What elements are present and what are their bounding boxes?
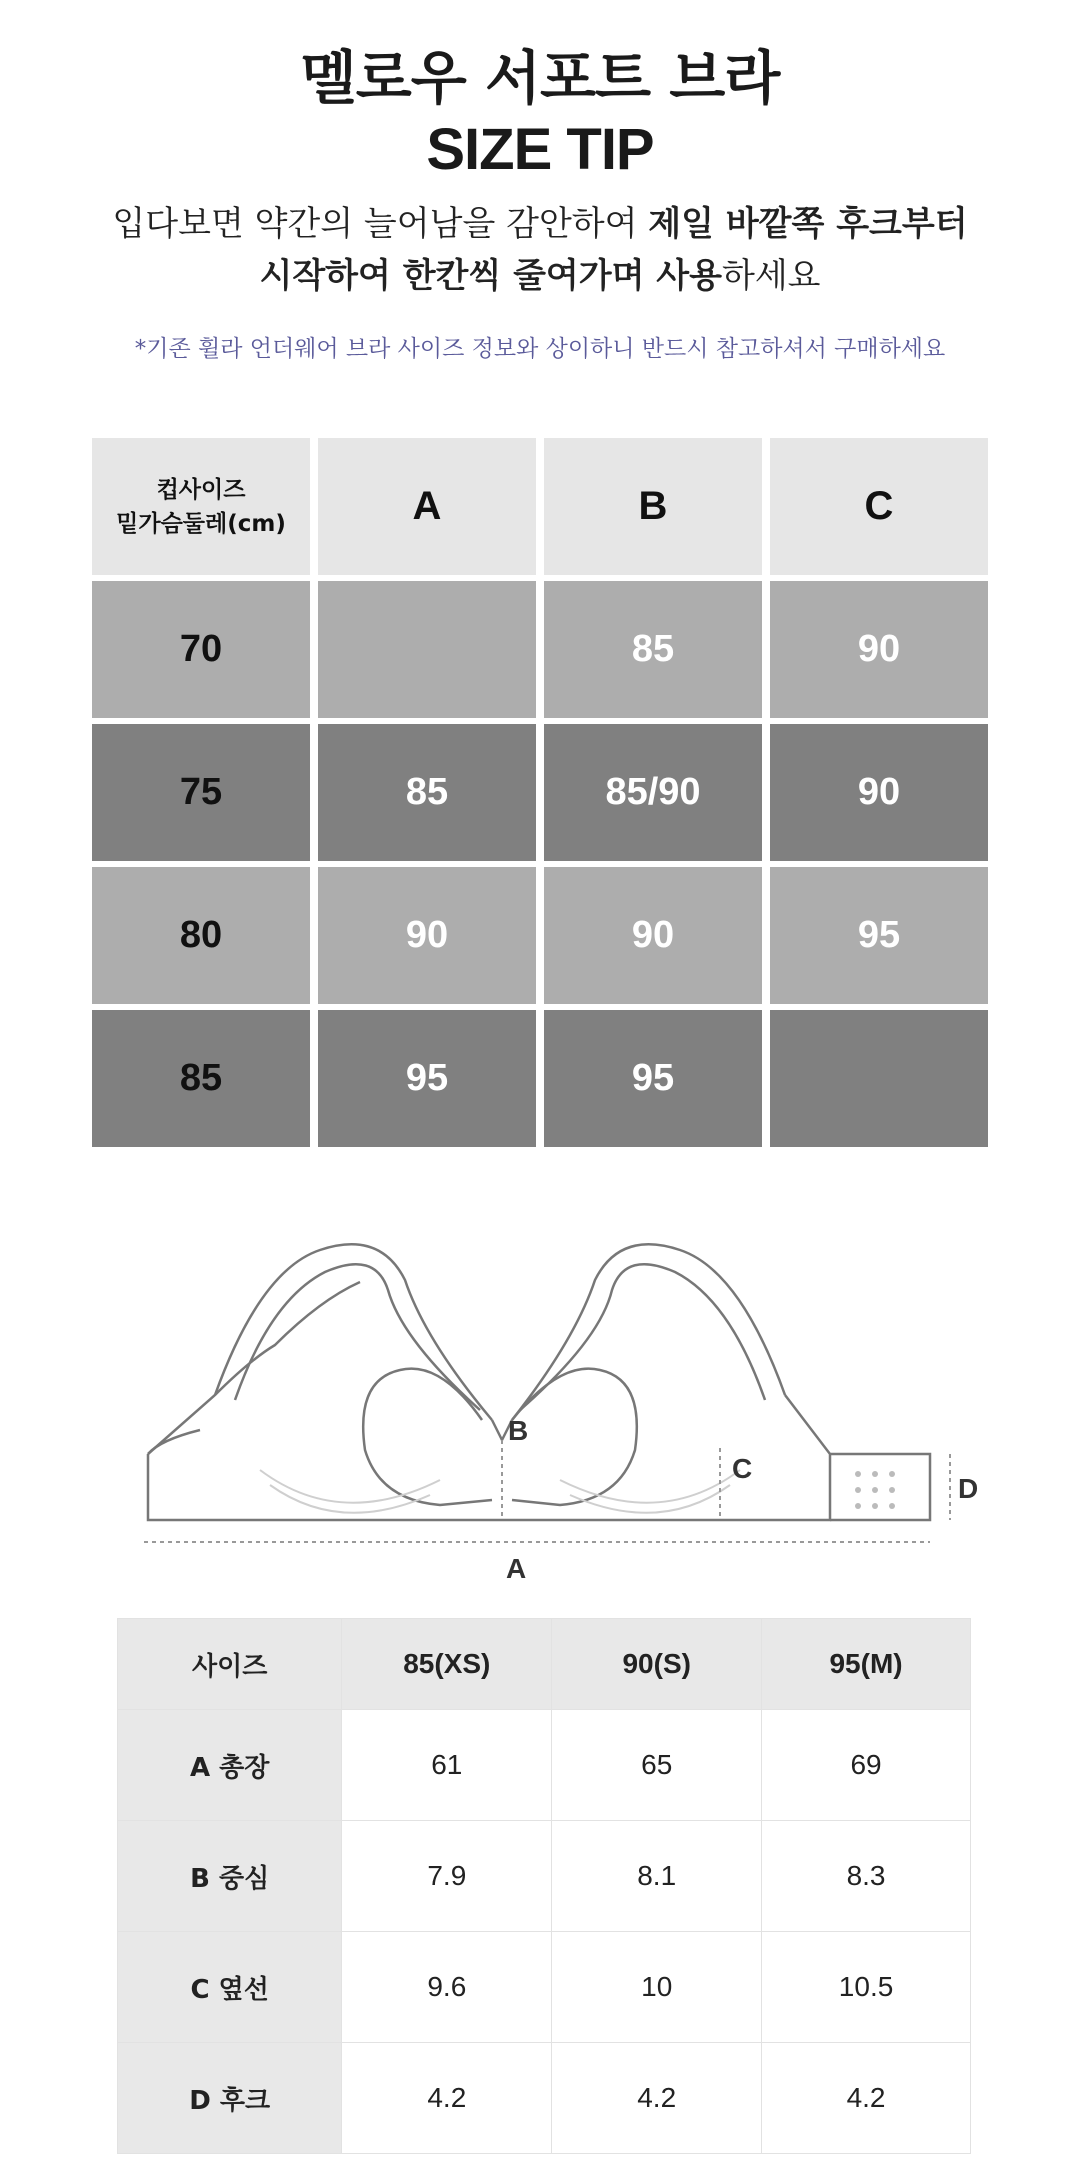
- band-cell: 85: [92, 1010, 310, 1147]
- band-cell: 80: [92, 867, 310, 1004]
- measure-cell: 9.6: [342, 1932, 552, 2043]
- cup-size-table: [92, 438, 988, 1147]
- diagram-label-b: B: [508, 1415, 529, 1446]
- page-header: [0, 0, 1080, 363]
- table-row: [118, 1710, 971, 1821]
- measure-cell: 4.2: [762, 2043, 971, 2154]
- band-cell: 75: [92, 724, 310, 861]
- size-cell: 90: [770, 581, 988, 718]
- measurement-header-xs: 85(XS): [342, 1619, 552, 1710]
- size-cell: 90: [770, 724, 988, 861]
- measurement-header-row: [118, 1619, 971, 1710]
- measure-cell: 8.1: [552, 1821, 762, 1932]
- diagram-label-c: C: [732, 1453, 753, 1484]
- measure-cell: 8.3: [762, 1821, 971, 1932]
- measure-cell: 4.2: [342, 2043, 552, 2154]
- corner-label-band: 밑가슴둘레(cm): [116, 510, 286, 537]
- size-cell: [770, 1010, 988, 1147]
- corner-header: [92, 438, 310, 575]
- column-header-b: B: [544, 438, 762, 575]
- measure-cell: 10: [552, 1932, 762, 2043]
- measure-cell: 7.9: [342, 1821, 552, 1932]
- size-cell: 90: [544, 867, 762, 1004]
- size-cell: 95: [770, 867, 988, 1004]
- desc-line2-plain: 하세요: [721, 256, 821, 296]
- size-cell: [318, 581, 536, 718]
- column-header-c: C: [770, 438, 988, 575]
- measure-cell: 10.5: [762, 1932, 971, 2043]
- size-cell: 85: [544, 581, 762, 718]
- corner-label-cup: 컵사이즈: [156, 476, 246, 503]
- size-note: *기존 휠라 언더웨어 브라 사이즈 정보와 상이하니 반드시 참고하셔서 구매하세요: [134, 336, 946, 362]
- row-label: D 후크: [118, 2043, 342, 2154]
- size-cell: 95: [318, 1010, 536, 1147]
- measurement-table: [117, 1618, 971, 2154]
- size-cell: 85/90: [544, 724, 762, 861]
- table-row: [118, 1932, 971, 2043]
- column-header-a: A: [318, 438, 536, 575]
- page-title: 멜로우 서포트 브라: [300, 44, 780, 112]
- row-label: A 총장: [118, 1710, 342, 1821]
- measure-cell: 65: [552, 1710, 762, 1821]
- row-label: C 옆선: [118, 1932, 342, 2043]
- hook-eye-dots: [855, 1471, 895, 1509]
- size-cell: 95: [544, 1010, 762, 1147]
- diagram-label-a: A: [506, 1553, 527, 1584]
- measurement-header-m: 95(M): [762, 1619, 971, 1710]
- page-subtitle: SIZE TIP: [426, 117, 654, 182]
- measure-cell: 61: [342, 1710, 552, 1821]
- table-row: [118, 2043, 971, 2154]
- size-cell: 85: [318, 724, 536, 861]
- desc-line2-bold: 시작하여 한칸씩 줄여가며 사용: [259, 256, 722, 296]
- measurement-header-size: 사이즈: [118, 1619, 342, 1710]
- band-cell: 70: [92, 581, 310, 718]
- measurement-header-s: 90(S): [552, 1619, 762, 1710]
- desc-line1-bold: 제일 바깥쪽 후크부터: [648, 204, 968, 244]
- size-tip-description: [0, 198, 1080, 302]
- measure-cell: 69: [762, 1710, 971, 1821]
- cup-detail-lines: [260, 1470, 740, 1513]
- diagram-label-d: D: [958, 1473, 979, 1504]
- desc-line1-plain: 입다보면 약간의 늘어남을 감안하여: [112, 204, 649, 244]
- bra-measurement-diagram: [140, 1230, 979, 1590]
- row-label: B 중심: [118, 1821, 342, 1932]
- size-cell: 90: [318, 867, 536, 1004]
- bra-outline: [148, 1244, 930, 1520]
- measure-cell: 4.2: [552, 2043, 762, 2154]
- table-row: [118, 1821, 971, 1932]
